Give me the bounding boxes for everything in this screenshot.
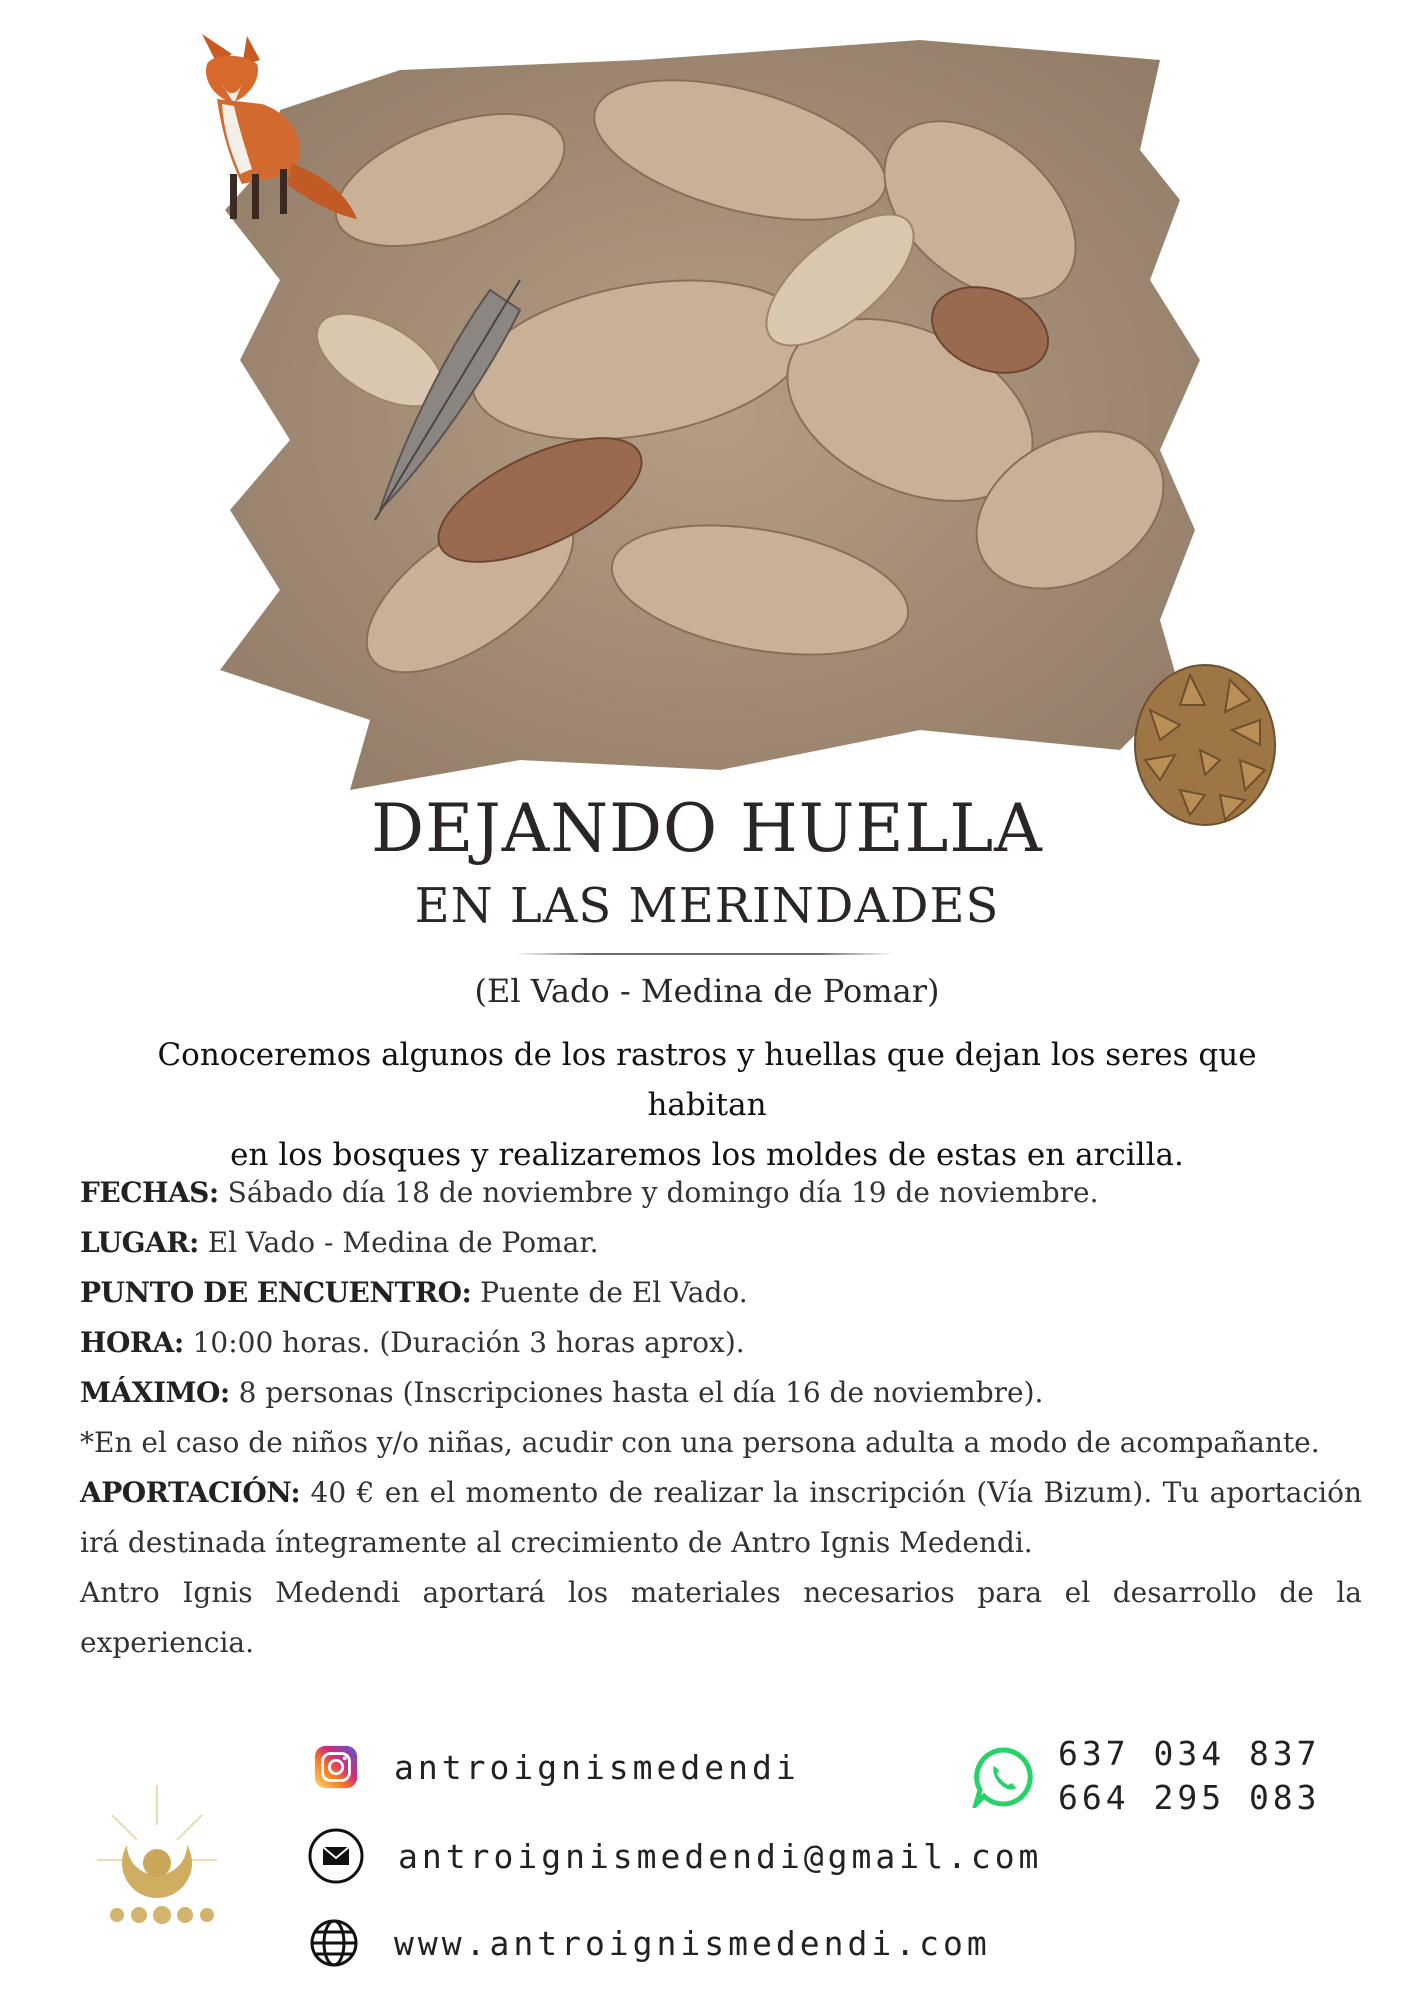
detail-value: 10:00 horas. (Duración 3 horas aprox).	[183, 1326, 745, 1359]
whatsapp-contact[interactable]	[972, 1732, 1321, 1820]
detail-punto-encuentro	[80, 1268, 1362, 1318]
detail-value: 8 personas (Inscripciones hasta el día 16 de noviembre).	[229, 1376, 1044, 1409]
detail-label: MÁXIMO:	[80, 1376, 230, 1409]
moon-logo	[82, 1765, 232, 1945]
globe-icon	[308, 1917, 360, 1969]
phone-numbers	[1058, 1732, 1321, 1820]
event-title: DEJANDO HUELLA	[371, 790, 1043, 867]
instagram-contact[interactable]	[312, 1743, 800, 1791]
detail-label: FECHAS:	[80, 1176, 219, 1209]
email-contact[interactable]	[308, 1828, 1042, 1884]
event-subtitle: EN LAS MERINDADES	[414, 878, 1000, 934]
detail-value: Puente de El Vado.	[471, 1276, 748, 1309]
detail-note: *En el caso de niños y/o niñas, acudir con una persona adulta a modo de acompañante.	[80, 1426, 1320, 1459]
detail-materials: Antro Ignis Medendi aportará los materiales necesarios para el desarrollo de la experiencia.	[80, 1576, 1362, 1659]
detail-label: HORA:	[80, 1326, 184, 1359]
detail-fechas	[80, 1168, 1362, 1218]
fox-illustration	[172, 24, 362, 234]
event-description	[100, 1030, 1314, 1180]
phone-number[interactable]: 637 034 837	[1058, 1734, 1321, 1773]
instagram-handle: antroignismedendi	[394, 1747, 800, 1787]
description-line-2: en los bosques y realizaremos los moldes de estas en arcilla.	[230, 1137, 1184, 1173]
detail-aportacion	[80, 1468, 1362, 1568]
detail-value: 40 € en el momento de realizar la inscripción (Vía Bizum). Tu aportación irá destinada íntegramente al crecimiento de Antro Ignis Medendi.	[80, 1476, 1362, 1559]
event-location: (El Vado - Medina de Pomar)	[474, 972, 940, 1010]
event-details	[80, 1168, 1362, 1668]
detail-value: Sábado día 18 de noviembre y domingo día 19 de noviembre.	[218, 1176, 1099, 1209]
email-address: antroignismedendi@gmail.com	[398, 1836, 1043, 1876]
instagram-icon	[312, 1743, 360, 1791]
detail-label: LUGAR:	[80, 1226, 199, 1259]
website-contact[interactable]	[308, 1917, 991, 1969]
envelope-icon	[308, 1828, 364, 1884]
detail-label: PUNTO DE ENCUENTRO:	[80, 1276, 472, 1309]
phone-number[interactable]: 664 295 083	[1058, 1778, 1321, 1817]
detail-value: El Vado - Medina de Pomar.	[198, 1226, 599, 1259]
detail-maximo	[80, 1368, 1362, 1418]
website-url: www.antroignismedendi.com	[394, 1923, 991, 1963]
leaves-photo	[220, 30, 1220, 800]
title-divider	[515, 953, 895, 955]
detail-label: APORTACIÓN:	[80, 1476, 301, 1509]
whatsapp-icon	[972, 1746, 1034, 1808]
detail-hora	[80, 1318, 1362, 1368]
detail-lugar	[80, 1218, 1362, 1268]
description-line-1: Conoceremos algunos de los rastros y huellas que dejan los seres que habitan	[157, 1037, 1257, 1123]
